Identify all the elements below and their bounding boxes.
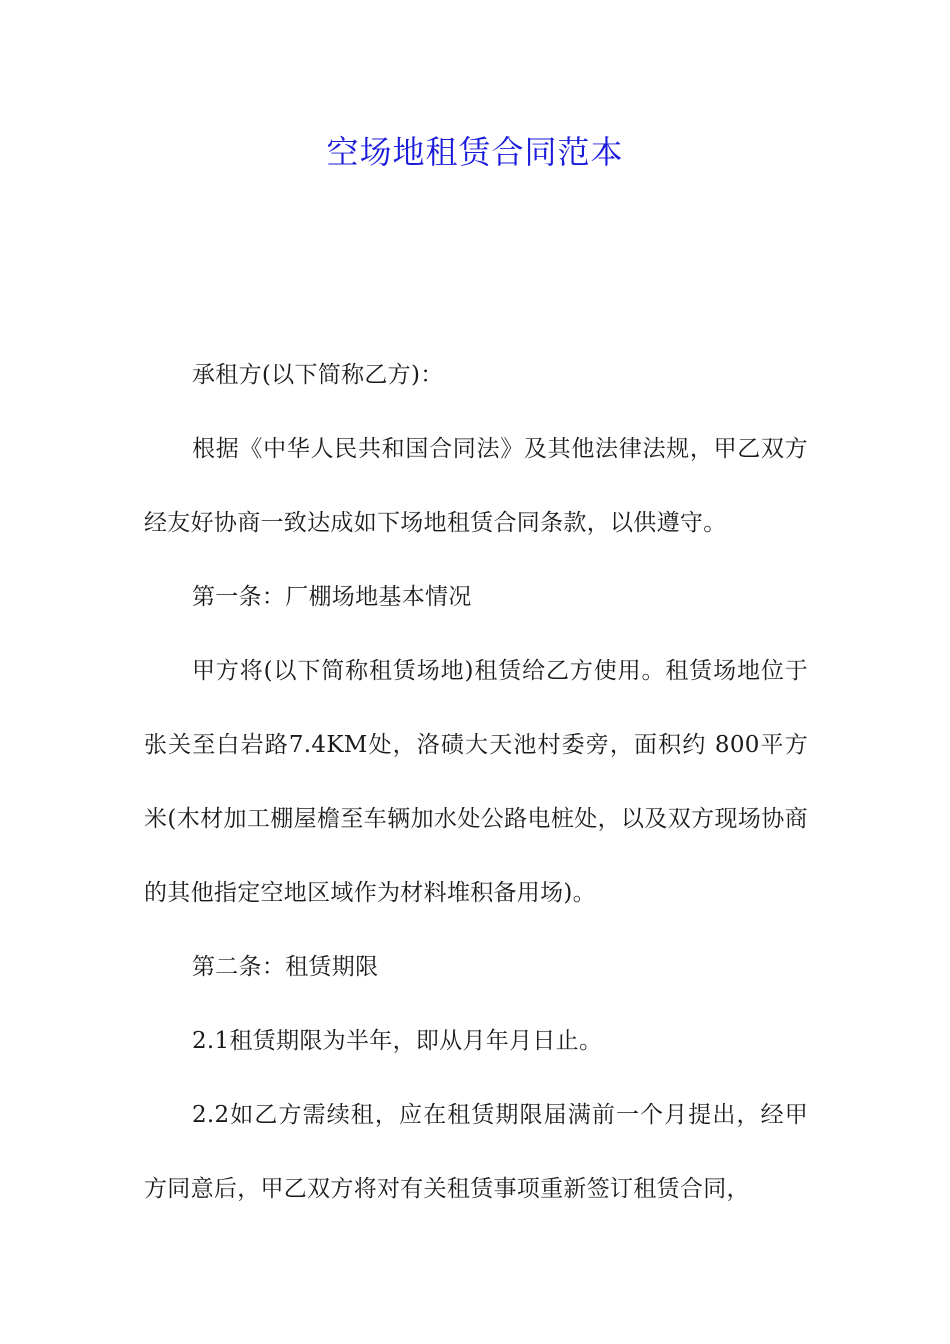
article-2-heading: 第二条：租赁期限	[192, 954, 379, 980]
clause-2-1: 2.1租赁期限为半年，即从月年月日止。	[192, 1028, 603, 1054]
paragraph-lessee: 承租方(以下简称乙方)：	[192, 362, 444, 388]
clause-2-2: 2.2如乙方需续租，应在租赁期限届满前一个月提出，经甲方同意后，甲乙双方将对有关租赁事项重新签订租赁合同，	[144, 1102, 808, 1202]
paragraph-site-description: 甲方将(以下简称租赁场地)租赁给乙方使用。租赁场地位于张关至白岩路7.4KM处，洛碛大天池村委旁，面积约 800平方米(木材加工棚屋檐至车辆加水处公路电桩处，以及双方现场协商的其他指定空地区域作为材料堆积备用场)。	[144, 658, 808, 906]
article-1-heading: 第一条：厂棚场地基本情况	[192, 584, 472, 610]
document-body	[144, 338, 808, 1226]
paragraph-basis: 根据《中华人民共和国合同法》及其他法律法规，甲乙双方经友好协商一致达成如下场地租赁合同条款，以供遵守。	[144, 436, 808, 536]
document-title: 空场地租赁合同范本	[326, 133, 624, 171]
